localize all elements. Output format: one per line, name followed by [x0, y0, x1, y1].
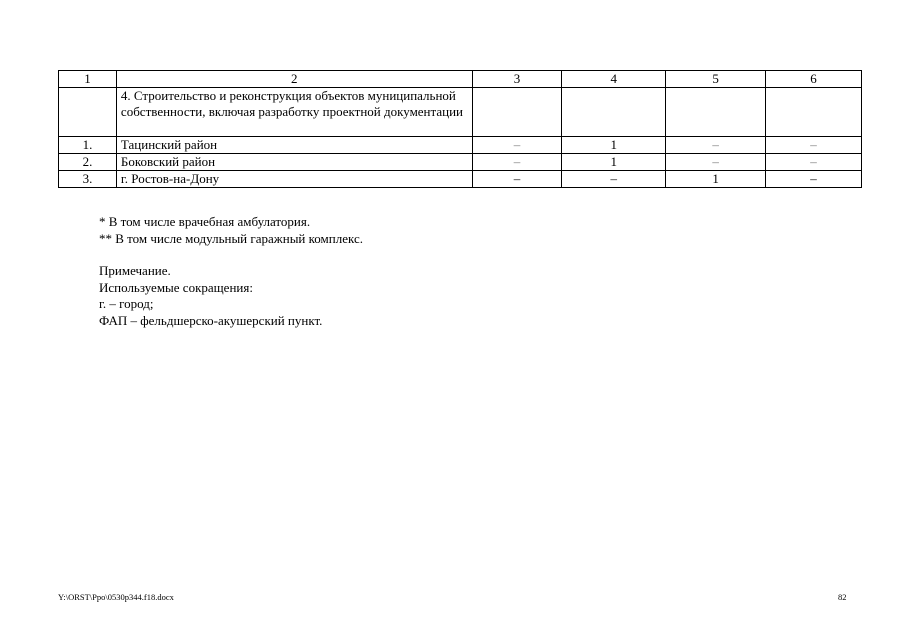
abbreviations-title: Используемые сокращения: [99, 279, 253, 295]
row-value: – [472, 154, 562, 171]
row-value: – [666, 137, 766, 154]
row-value: – [472, 137, 562, 154]
notes-block [99, 214, 363, 329]
header-cell: 6 [766, 71, 862, 88]
row-value: 1 [562, 154, 666, 171]
empty-cell [472, 88, 562, 137]
row-number: 3. [59, 171, 117, 188]
section-num-cell [59, 88, 117, 137]
header-cell: 5 [666, 71, 766, 88]
header-cell: 3 [472, 71, 562, 88]
header-cell: 2 [116, 71, 472, 88]
table-section-row [59, 88, 862, 137]
row-value: – [562, 171, 666, 188]
remark-title: Примечание. [99, 263, 171, 278]
section-title: 4. Строительство и реконструкция объектов муниципальной собственности, включая разработку проектной документации [116, 88, 472, 137]
abbreviation-item: г. – город; [99, 296, 154, 311]
row-value: 1 [666, 171, 766, 188]
table-row [59, 137, 862, 154]
data-table [58, 70, 862, 188]
row-name: Боковский район [116, 154, 472, 171]
footnote-1: * В том числе врачебная амбулатория. [99, 214, 311, 229]
row-name: г. Ростов-на-Дону [116, 171, 472, 188]
row-name: Тацинский район [116, 137, 472, 154]
table-row [59, 171, 862, 188]
row-value: – [766, 154, 862, 171]
footer-page-number: 82 [838, 592, 847, 602]
footer-file-path: Y:\ORST\Ppo\0530p344.f18.docx [58, 592, 174, 602]
row-value: – [472, 171, 562, 188]
footnote-2: ** В том числе модульный гаражный комплекс. [99, 230, 364, 246]
row-value: – [766, 171, 862, 188]
table-row [59, 154, 862, 171]
empty-cell [666, 88, 766, 137]
header-cell: 1 [59, 71, 117, 88]
empty-cell [562, 88, 666, 137]
row-number: 1. [59, 137, 117, 154]
row-value: 1 [562, 137, 666, 154]
table-header-row [59, 71, 862, 88]
empty-cell [766, 88, 862, 137]
header-cell: 4 [562, 71, 666, 88]
row-value: – [666, 154, 766, 171]
abbreviation-item: ФАП – фельдшерско-акушерский пункт. [99, 312, 323, 328]
row-value: – [766, 137, 862, 154]
spacer [99, 247, 363, 263]
row-number: 2. [59, 154, 117, 171]
